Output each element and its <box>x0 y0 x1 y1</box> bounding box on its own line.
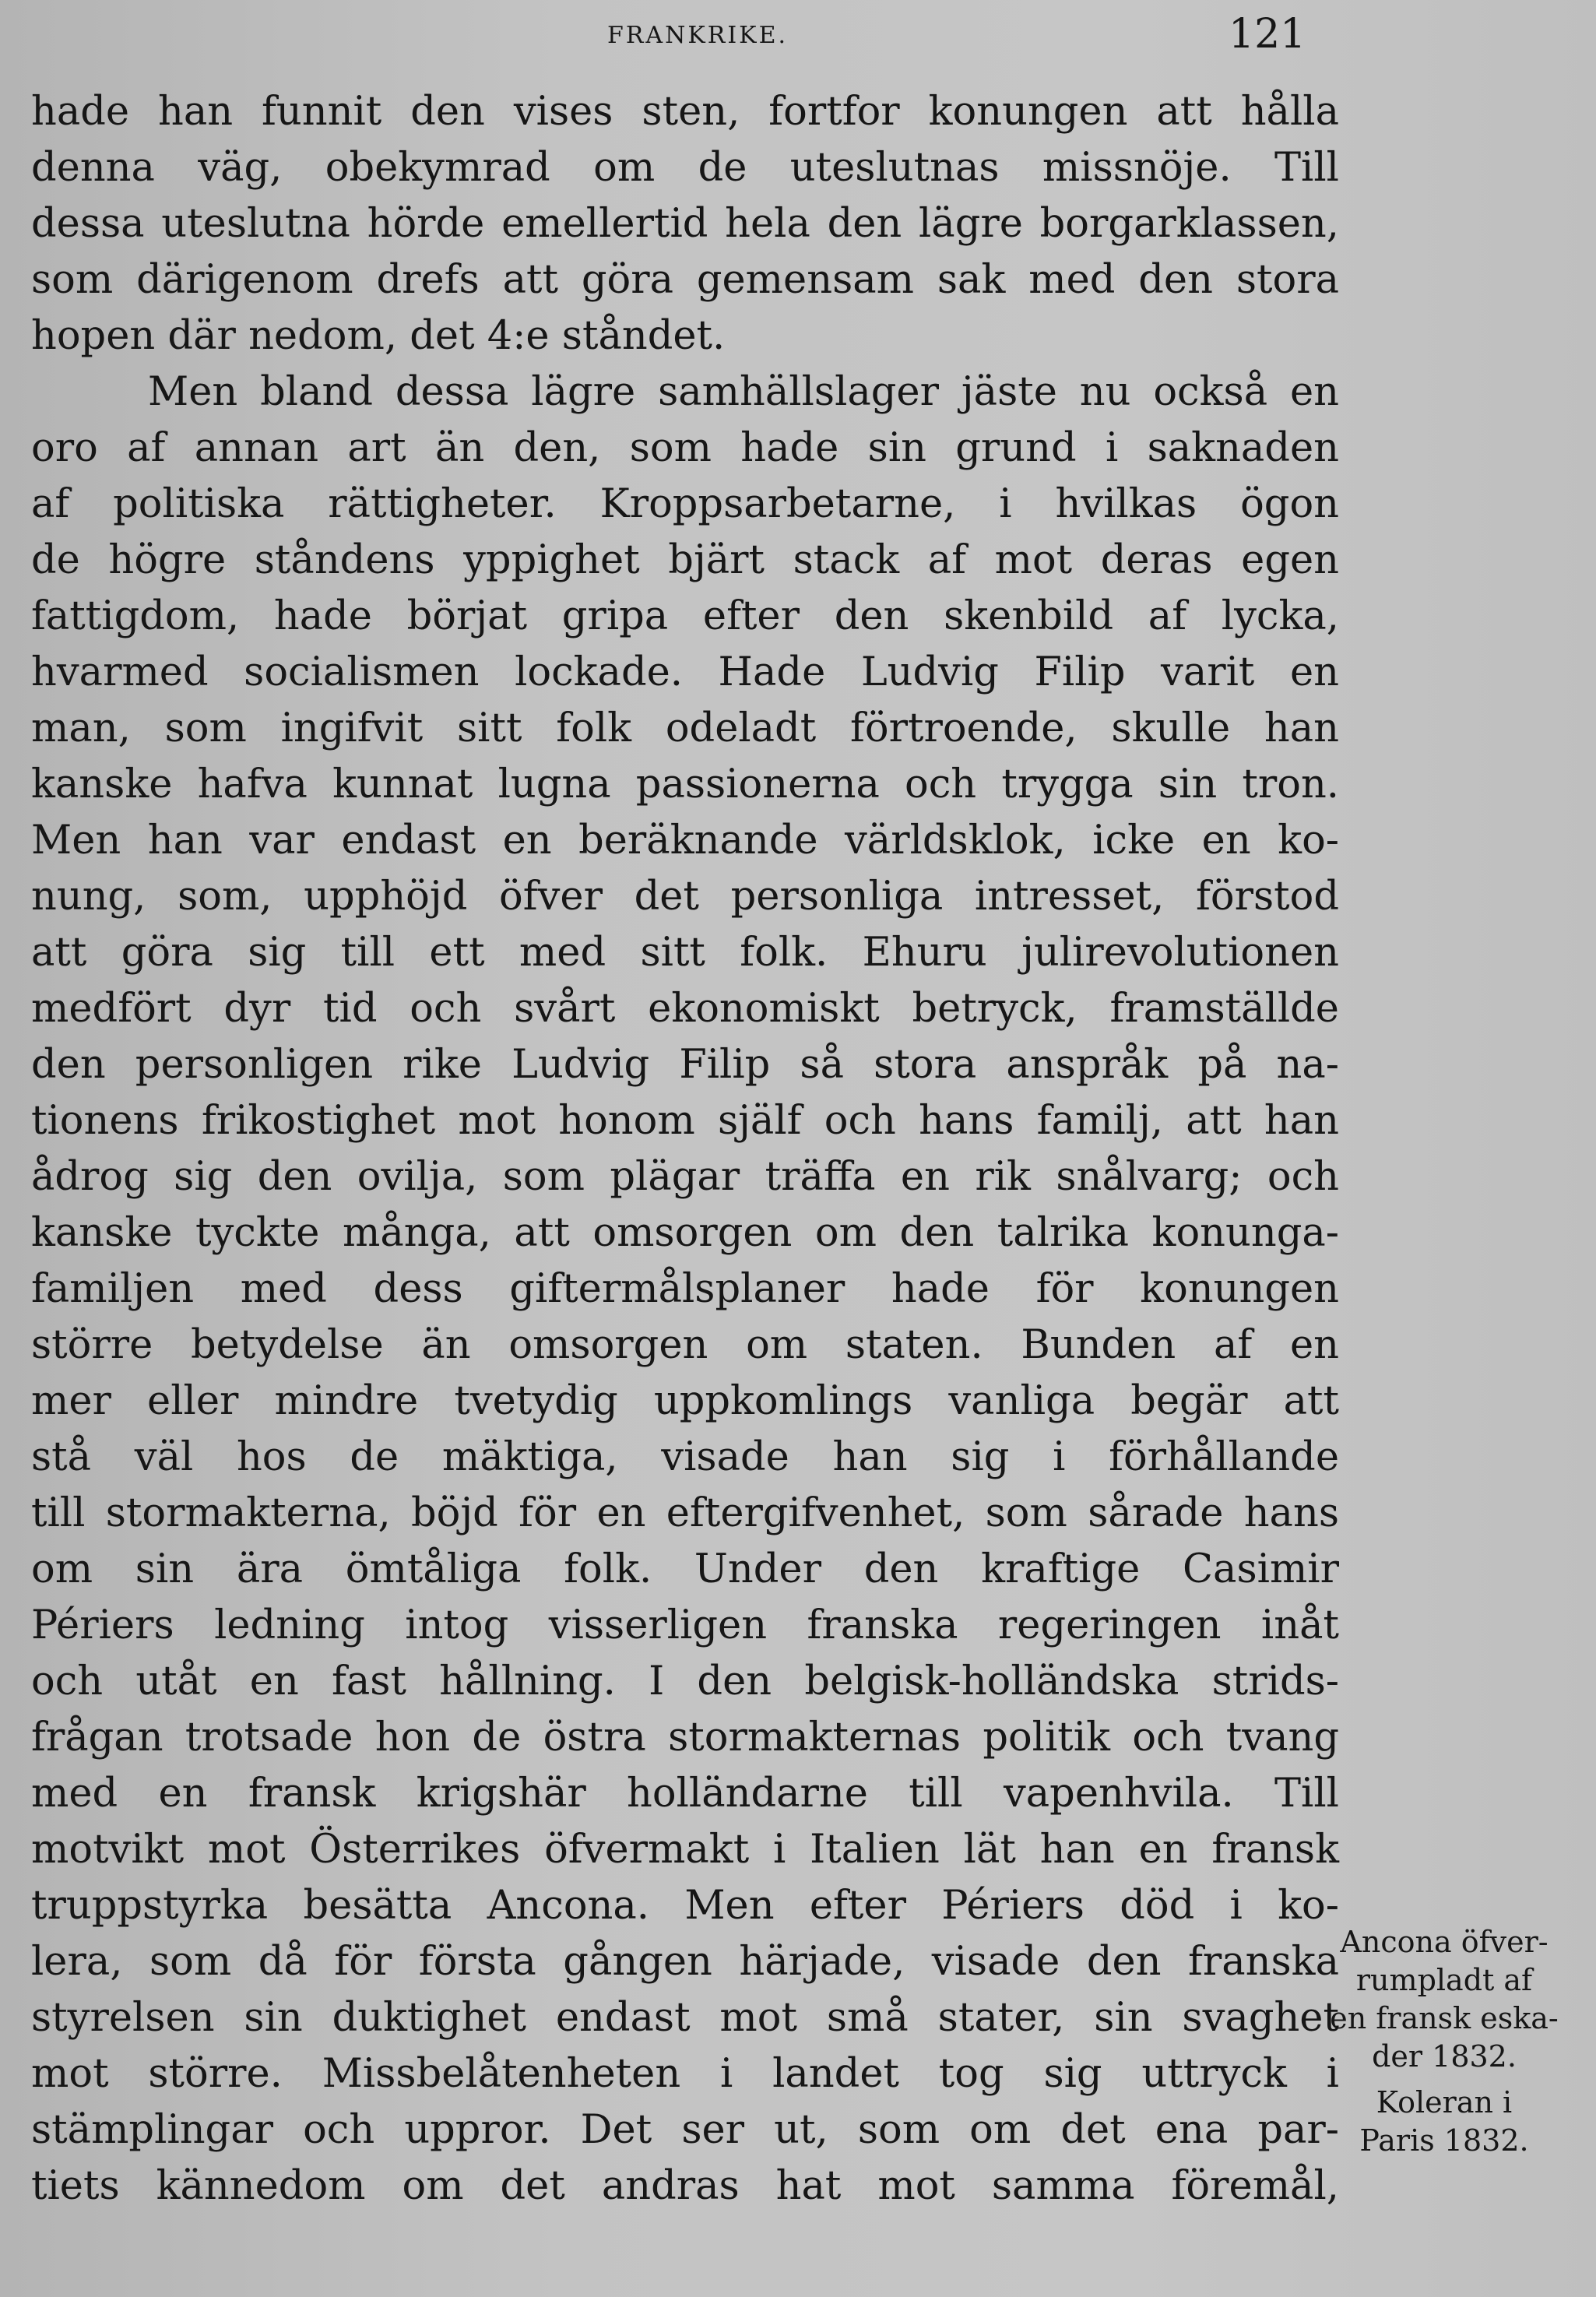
text-line: och utåt en fast hållning. I den belgisk-holländska strids- <box>31 1659 1339 1704</box>
text-line: fattigdom, hade börjat gripa efter den skenbild af lycka, <box>31 593 1339 639</box>
text-line: ådrog sig den ovilja, som plägar träffa en rik snålvarg; och <box>31 1154 1339 1200</box>
text-line: hvarmed socialismen lockade. Hade Ludvig Filip varit en <box>31 649 1339 695</box>
text-line: tionens frikostighet mot honom själf och hans familj, att han <box>31 1098 1339 1144</box>
text-line: den personligen rike Ludvig Filip så stora anspråk på na- <box>31 1042 1339 1088</box>
text-line: lera, som då för första gången härjade, visade den franska <box>31 1939 1339 1985</box>
text-line: Men bland dessa lägre samhällslager jäste nu också en <box>148 369 1339 415</box>
margin-note-koleran <box>1316 2084 1573 2160</box>
text-line: de högre ståndens yppighet bjärt stack af mot deras egen <box>31 537 1339 583</box>
text-line: man, som ingifvit sitt folk odeladt förtroende, skulle han <box>31 705 1339 751</box>
text-line: om sin ära ömtåliga folk. Under den kraftige Casimir <box>31 1546 1339 1592</box>
text-line: stå väl hos de mäktiga, visade han sig i förhållande <box>31 1434 1339 1480</box>
text-line: som därigenom drefs att göra gemensam sak med den stora <box>31 257 1339 303</box>
text-line: styrelsen sin duktighet endast mot små stater, sin svaghet <box>31 1995 1339 2041</box>
page-number: 121 <box>1229 11 1306 58</box>
margin-note-line: Koleran i <box>1376 2085 1513 2119</box>
running-title: FRANKRIKE. <box>607 22 789 49</box>
margin-note-line: Ancona öfver- <box>1340 1925 1549 1959</box>
text-line: Périers ledning intog visserligen franska regeringen inåt <box>31 1602 1339 1648</box>
text-line: oro af annan art än den, som hade sin grund i saknaden <box>31 425 1339 471</box>
text-line: dessa uteslutna hörde emellertid hela den lägre borgarklassen, <box>31 201 1339 247</box>
text-line: mer eller mindre tvetydig uppkomlings vanliga begär att <box>31 1378 1339 1424</box>
text-line: nung, som, upphöjd öfver det personliga intresset, förstod <box>31 874 1339 920</box>
margin-note-ancona <box>1316 1923 1573 2076</box>
margin-note-line: en fransk eska- <box>1330 2001 1559 2035</box>
text-line: kanske tyckte många, att omsorgen om den talrika konunga- <box>31 1210 1339 1256</box>
text-line: till stormakterna, böjd för en eftergifvenhet, som sårade hans <box>31 1490 1339 1536</box>
text-line: mot större. Missbelåtenheten i landet tog sig uttryck i <box>31 2051 1339 2097</box>
text-line: med en fransk krigshär holländarne till vapenhvila. Till <box>31 1771 1339 1817</box>
text-line: denna väg, obekymrad om de uteslutnas missnöje. Till <box>31 145 1339 191</box>
text-line: hade han funnit den vises sten, fortfor konungen att hålla <box>31 89 1339 135</box>
text-line: större betydelse än omsorgen om staten. Bunden af en <box>31 1322 1339 1368</box>
text-line: medfört dyr tid och svårt ekonomiskt betryck, framställde <box>31 986 1339 1032</box>
text-line: att göra sig till ett med sitt folk. Ehuru julirevolutionen <box>31 930 1339 976</box>
margin-note-line: der 1832. <box>1372 2039 1517 2074</box>
margin-note-line: Paris 1832. <box>1359 2123 1529 2158</box>
text-line: tiets kännedom om det andras hat mot samma föremål, <box>31 2163 1339 2209</box>
margin-notes <box>1316 1923 1573 2168</box>
text-line: af politiska rättigheter. Kroppsarbetarne, i hvilkas ögon <box>31 481 1339 527</box>
text-line: motvikt mot Österrikes öfvermakt i Italien lät han en fransk <box>31 1827 1339 1873</box>
text-line: familjen med dess giftermålsplaner hade för konungen <box>31 1266 1339 1312</box>
text-line: Men han var endast en beräknande världsklok, icke en ko- <box>31 818 1339 864</box>
margin-note-line: rumpladt af <box>1355 1963 1533 1997</box>
body-text <box>31 84 1339 2214</box>
text-line: kanske hafva kunnat lugna passionerna och trygga sin tron. <box>31 762 1339 807</box>
text-line: hopen där nedom, det 4:e ståndet. <box>31 313 726 359</box>
text-line: stämplingar och uppror. Det ser ut, som om det ena par- <box>31 2107 1339 2153</box>
text-line: frågan trotsade hon de östra stormakternas politik och tvang <box>31 1715 1339 1761</box>
text-line: truppstyrka besätta Ancona. Men efter Périers död i ko- <box>31 1883 1339 1929</box>
